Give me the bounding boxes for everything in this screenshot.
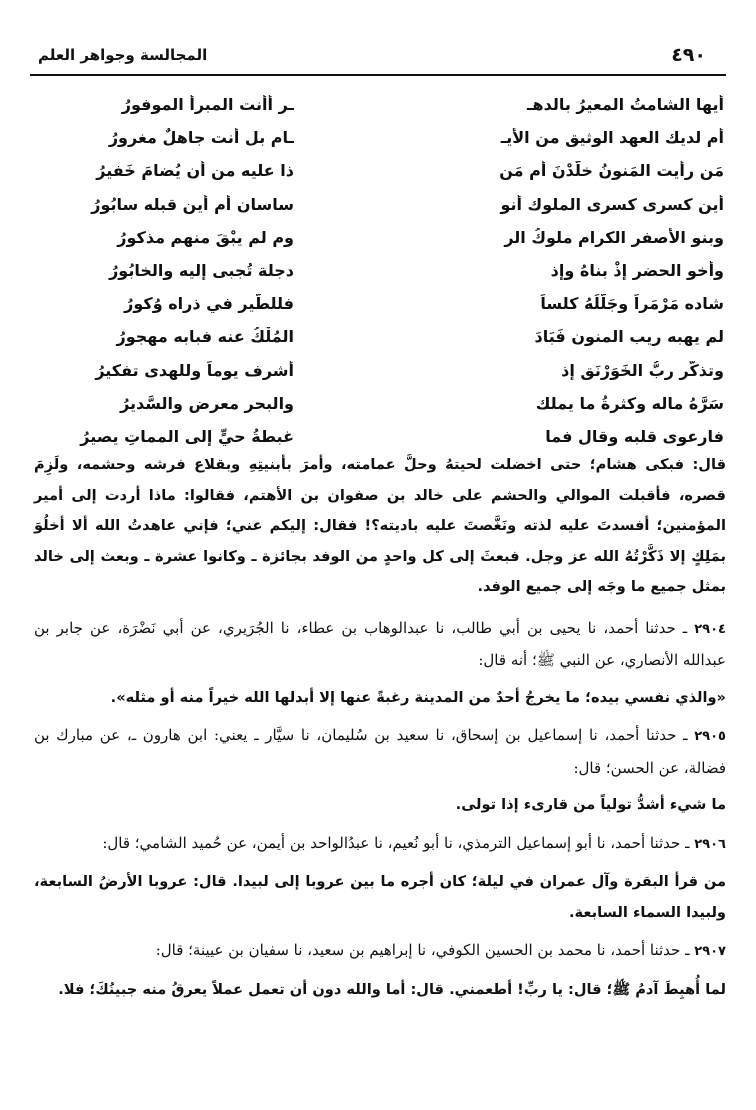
verse-second-hemistich: فللطَّير في ذراه وُكورُ: [124, 294, 294, 314]
hadith-2907-chain: [34, 935, 726, 968]
running-title: المجالسة وجواهر العلم: [38, 46, 208, 64]
poem-verse: [34, 420, 724, 453]
poem-verse: [34, 154, 724, 187]
isnad-text: ـ حدثنا أحمد، نا أبو إسماعيل الترمذي، نا أبو نُعيم، نا عبدُالواحد بن أيمن، عن حُميد الشامي؛ قال:: [102, 833, 695, 852]
verse-second-hemistich: وم لم يبْقَ منهم مذكورُ: [117, 227, 294, 247]
verse-first-hemistich: لم يهبه ريب المنون فَبَادَ: [534, 327, 724, 347]
isnad-text: ـ حدثنا أحمد، نا يحيى بن أبي طالب، نا عبدالوهاب بن عطاء، نا الجُرَيري، عن أبي نَضْرَة، عن جابر بن عبدالله الأنصاري، عن النبي ﷺ؛ أنه قال:: [34, 618, 726, 669]
verse-first-hemistich: وأخو الحضر إذْ بناهُ وإذ: [550, 261, 724, 281]
verse-second-hemistich: ذا عليه من أن يُضامَ خَفيرُ: [96, 161, 294, 181]
verse-second-hemistich: والبحر معرض والسَّديرُ: [120, 393, 294, 413]
verse-second-hemistich: ـام بل أنت جاهلٌ مغرورُ: [108, 128, 294, 148]
verse-second-hemistich: دجلة تُجبى إليه والخابُورُ: [109, 261, 294, 281]
poem-verse: [34, 254, 724, 287]
verse-first-hemistich: فارعوى قلبه وقال فما: [545, 426, 724, 446]
hadith-number: ٢٩٠٦: [694, 836, 726, 852]
verse-second-hemistich: المُلْكُ عنه فبابه مهجورُ: [116, 327, 294, 347]
poem-block: [34, 88, 724, 453]
hadith-number: ٢٩٠٥: [694, 729, 726, 744]
hadith-number: ٢٩٠٧: [694, 944, 726, 959]
verse-first-hemistich: أيها الشامتُ المعيرُ بالدهـ: [527, 95, 724, 115]
hadith-2907-text: لما أُهبِطَ آدمُ ﷺ؛ قال: يا ربِّ! أطعمني. قال: أما والله دون أن تعمل عملاً يعرقُ منه جبينُكَ؛ فلا.: [58, 980, 726, 998]
verse-first-hemistich: أم لديك العهد الوثيق من الأيـ: [500, 128, 724, 148]
verse-first-hemistich: مَن رأيت المَنونُ خلَّدْنَ أم مَن: [499, 161, 724, 181]
page-number: ٤٩٠: [671, 44, 706, 66]
poem-verse: [34, 287, 724, 320]
hadith-2906-text: من قرأ البقرة وآل عمران في ليلة؛ كان أجره ما بين عروبا إلى لبيدا. قال: عروبا الأرضُ السابعة، ولبيدا السماء السابعة.: [34, 873, 726, 921]
verse-second-hemistich: ساسان أم أين قبله سابُورُ: [91, 194, 294, 214]
poem-verse: [34, 320, 724, 353]
hadith-2905-chain: [34, 720, 726, 783]
hadith-2905-text: ما شيء أشدُّ تولياً من قارىء إذا تولى.: [455, 796, 726, 813]
verse-second-hemistich: أشرف يوماً وللهدى تفكيرُ: [95, 360, 294, 380]
poem-verse: [34, 221, 724, 254]
isnad-text: ـ حدثنا أحمد، نا محمد بن الحسين الكوفي، نا إبراهيم بن سعيد، نا سفيان بن عيينة؛ قال:: [155, 941, 695, 959]
poem-verse: [34, 121, 724, 154]
poem-verse: [34, 387, 724, 420]
isnad-text: ـ حدثنا أحمد، نا إسماعيل بن إسحاق، نا سعيد بن سُليمان، نا سيَّار ـ يعني: ابن هارون ـ، عن مبارك بن فضالة، عن الحسن؛ قال:: [34, 726, 726, 777]
hadith-2904-text: «والذي نفسي بيده؛ ما يخرجُ أحدٌ من المدينة رغبةً عنها إلا أبدلها الله خيراً منه أو مثله».: [110, 688, 726, 706]
verse-first-hemistich: وتذكَّر ربُّ الخَوَرْنَقِ إذ: [561, 360, 724, 380]
verse-first-hemistich: سَرَّهُ ماله وكثرةُ ما يملك: [535, 393, 724, 413]
verse-first-hemistich: شاده مَرْمَراً وجَلَّلَهُ كلساً: [540, 294, 724, 314]
header-rule: [30, 74, 726, 76]
poem-verse: [34, 188, 724, 221]
hadith-2904-chain: [34, 613, 726, 676]
poem-verse: [34, 354, 724, 387]
page-header: [30, 40, 726, 74]
verse-first-hemistich: أين كسرى كسرى الملوك أنو: [500, 194, 724, 214]
verse-second-hemistich: غبطةُ حيٍّ إلى المماتِ يصيرُ: [80, 426, 294, 446]
hadith-2906-chain: [34, 828, 726, 861]
hadith-number: ٢٩٠٤: [694, 621, 726, 637]
narrative-paragraph: قال: فبكى هشام؛ حتى اخضلت لحيتهُ وحلَّ عمامته، وأمرَ بأبنيتِهِ وبقلاع فرشه وحشمه، ولَزِمَ قصره، فأقبلت الموالي والحشم على خالد بن صفوان بن الأهتم، فقالوا: ماذا أردت إلى أمير المؤمنين؛ أفسدتَ عليه لذته ونَغَّصتَ عليه باديته؟! فقال: إليكم عني؛ فإني عاهدتُ الله ألا أخلُوَ بمَلِكٍ إلا ذَكَّرْتُهُ الله عز وجل. فبعثَ إلى كل واحدٍ من الوفد بجائزة ـ وكانوا عشرة ـ وبعث إلى خالد بمثل جميع ما وجَه إلى جميع الوفد.: [34, 456, 726, 595]
poem-verse: [34, 88, 724, 121]
body-text: [34, 450, 726, 1005]
verse-first-hemistich: وبنو الأصفر الكرام ملوكُ الر: [504, 227, 724, 247]
verse-second-hemistich: ـر أأنت المبرأُ الموفورُ: [121, 95, 294, 115]
